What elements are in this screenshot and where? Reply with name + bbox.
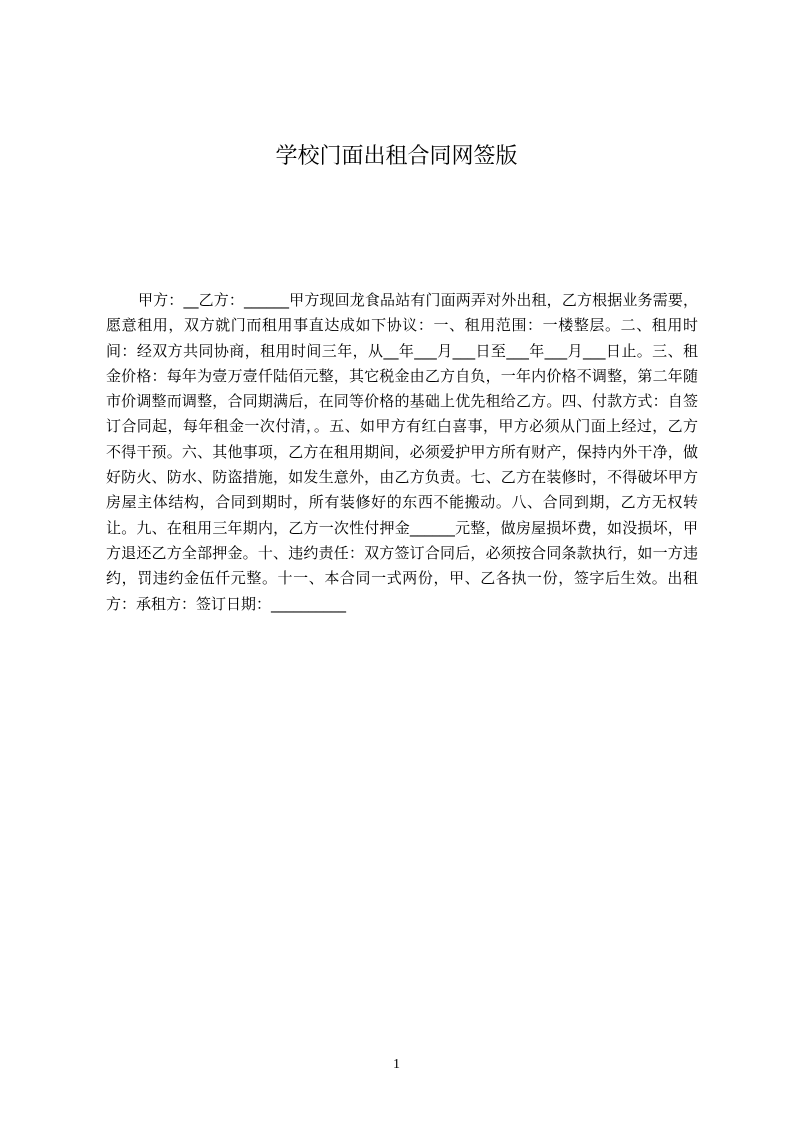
page-number: 1 (393, 1057, 400, 1072)
contract-body-text: 甲方：__乙方：______甲方现回龙食品站有门面两弄对外出租，乙方根据业务需要，愿意租用，双方就门而租用事直达成如下协议：一、租用范围：一楼整层。二、租用时间：经双方共同协商，租用时间三年，从__年___月___日至___年___月___日止。三、租金价格：每年为壹万壹仟陆佰元整，其它税金由乙方自负，一年内价格不调整，第二年随市价调整而调整，合同期满后，在同等价格的基础上优先租给乙方。四、付款方式：自签订合同起，每年租金一次付清，。五、如甲方有红白喜事，甲方必须从门面上经过，乙方不得干预。六、其他事项，乙方在租用期间，必须爱护甲方所有财产，保持内外干净，做好防火、防水、防盗措施，如发生意外，由乙方负责。七、乙方在装修时，不得破坏甲方房屋主体结构，合同到期时，所有装修好的东西不能搬动。八、合同到期，乙方无权转让。九、在租用三年期内，乙方一次性付押金______元整，做房屋损坏费，如没损坏，甲方退还乙方全部押金。十、违约责任：双方签订合同后，必须按合同条款执行，如一方违约，罚违约金伍仟元整。十一、本合同一式两份，甲、乙各执一份，签字后生效。出租方：承租方：签订日期：__________ (106, 291, 698, 613)
document-title: 学校门面出租合同网签版 (275, 144, 518, 169)
